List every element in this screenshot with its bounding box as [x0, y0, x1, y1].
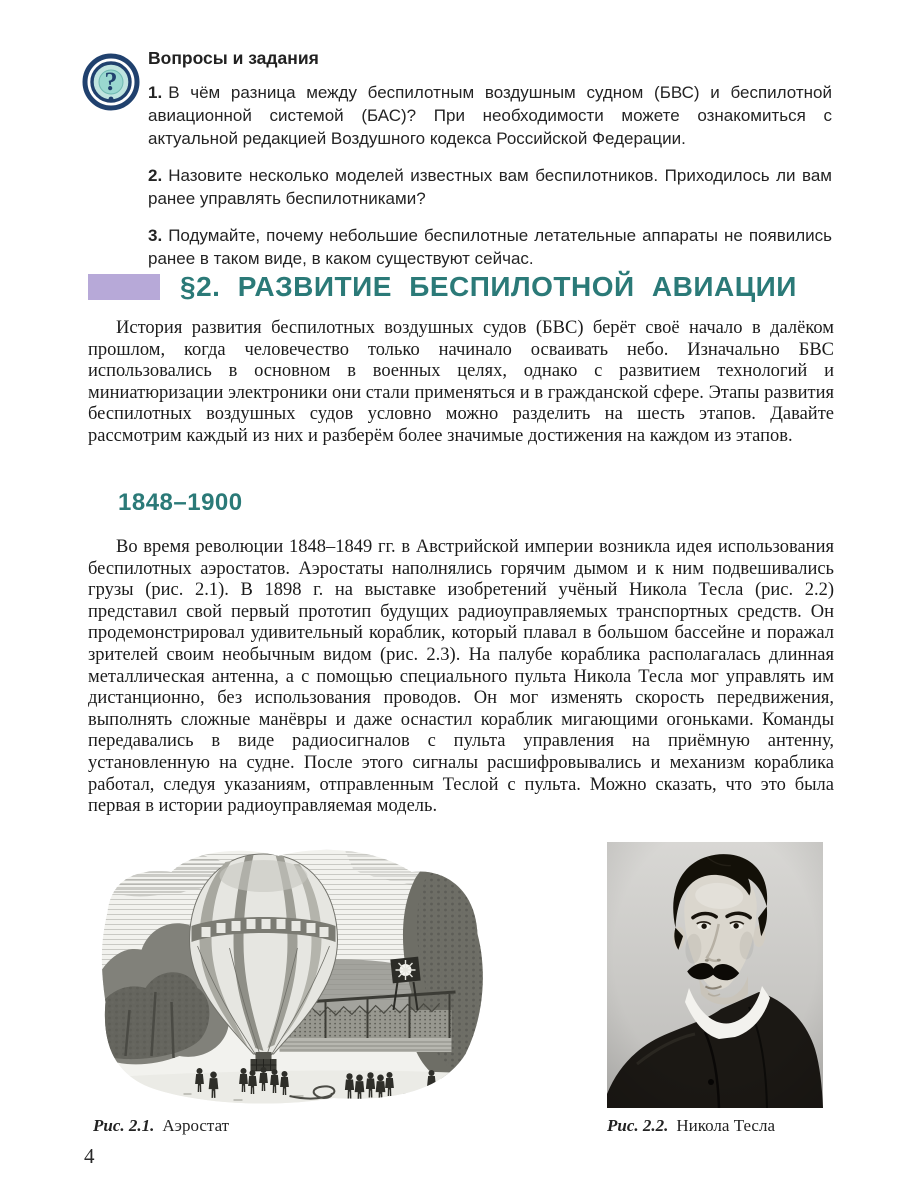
figure-balloon	[93, 842, 488, 1109]
question-mark-target-icon	[82, 53, 140, 111]
body-paragraph: Во время революции 1848–1849 гг. в Австрийской империи возникла идея использования беспилотных аэростатов. Аэростаты наполнялись горячим дымом и к ним подвешивались грузы (рис. 2.1). В 1898 г. на выставке изобретений учёный Никола Тесла (рис. 2.2) представил свой первый прототип будущих радиоуправляемых транспортных средств. Он продемонстрировал удивительный кораблик, который плавал в большом бассейне и поражал зрителей своим необычным видом (рис. 2.3). На палубе кораблика располагалась длинная металлическая антенна, а с помощью специального пульта Никола Тесла мог управлять им дистанционно, без использования проводов. Он мог изменять скорость передвижения, выполнять сложные манёвры и даже оснастил кораблик мигающими огоньками. Команды передавались в виде радиосигналов с пульта управления на приёмную антенну, установленную на судне. После этого сигналы расшифровывались и механизм кораблика работал, следуя указаниям, отправленным Теслой с пульта. Можно сказать, что это была первая в истории радиоуправляемая модель.	[88, 537, 834, 817]
svg-text:?: ?	[104, 67, 118, 96]
questions-title: Вопросы и задания	[148, 48, 319, 68]
question-icon-graphic	[82, 53, 140, 111]
question-text: Подумайте, почему небольшие беспилотные летательные аппараты не появились ранее в таком виде, в каком существуют сейчас.	[148, 226, 832, 268]
question-number: 1.	[148, 83, 163, 102]
question-number: 3.	[148, 226, 163, 245]
period-subheading: 1848–1900	[118, 489, 243, 516]
section-marker	[88, 274, 160, 300]
figure-caption-tesla	[607, 1116, 775, 1136]
figure-caption-text: Никола Тесла	[676, 1116, 775, 1135]
questions-section	[148, 48, 832, 284]
question-item-3	[148, 224, 832, 270]
figure-tesla	[607, 842, 823, 1108]
question-item-1	[148, 81, 832, 150]
question-text: В чём разница между беспилотным воздушным судном (БВС) и беспилотной авиационной системой (БАС)? При необходимости можете ознакомиться с актуальной редакцией Воздушного кодекса Российской Федерации.	[148, 83, 832, 148]
figure-caption-text: Аэростат	[162, 1116, 230, 1135]
question-item-2	[148, 164, 832, 210]
tesla-portrait-image	[607, 842, 823, 1108]
section-heading	[88, 271, 797, 303]
page-number: 4	[84, 1144, 95, 1168]
question-number: 2.	[148, 166, 163, 185]
figure-label: Рис. 2.1.	[93, 1116, 155, 1135]
section-title: §2. РАЗВИТИЕ БЕСПИЛОТНОЙ АВИАЦИИ	[180, 271, 797, 302]
balloon-engraving-image	[93, 842, 488, 1109]
question-text: Назовите несколько моделей известных вам беспилотников. Приходилось ли вам ранее управлять беспилотниками?	[148, 166, 832, 208]
figure-caption-balloon	[93, 1116, 229, 1136]
figure-label: Рис. 2.2.	[607, 1116, 669, 1135]
intro-paragraph: История развития беспилотных воздушных судов (БВС) берёт своё начало в далёком прошлом, когда человечество только начинало осваивать небо. Изначально БВС использовались в основном в военных целях, однако с развитием технологий и миниатюризации электроники они стали применяться и в гражданской сфере. Этапы развития беспилотных воздушных судов условно можно разделить на шесть этапов. Давайте рассмотрим каждый из них и разберём более значимые достижения на каждом из этапов.	[88, 318, 834, 446]
